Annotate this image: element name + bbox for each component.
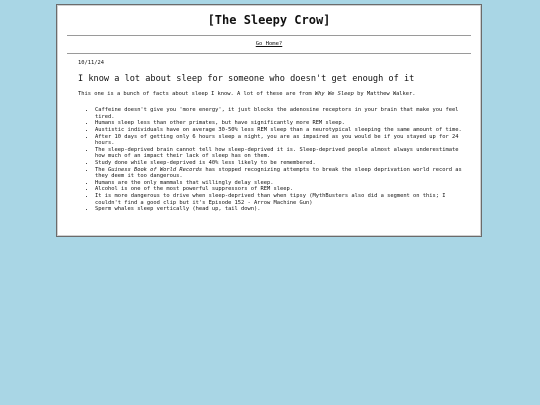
post-date: 10/11/24 <box>78 60 104 66</box>
list-item: • The sleep-deprived brain cannot tell how sleep-deprived it is. Sleep-deprived people almost always underestimate how much of an impact their lack of sleep has on them. <box>95 147 467 160</box>
book-title: Why We Sleep <box>314 90 354 97</box>
list-item <box>95 167 467 180</box>
post-title: I know a lot about sleep for someone who doesn't get enough of it <box>78 73 415 84</box>
go-home-link[interactable]: Go Home? <box>255 41 283 47</box>
facts-list <box>78 107 467 213</box>
bottom-divider <box>67 53 471 54</box>
intro-text: This one is a bunch of facts about sleep I know. A lot of these are from <box>78 90 315 97</box>
post-intro <box>78 91 467 98</box>
list-item: • Alcohol is one of the most powerful suppressors of REM sleep. <box>95 186 467 193</box>
list-item: • Humans sleep less than other primates, but have significantly more REM sleep. <box>95 120 467 127</box>
list-item: • Humans are the only mammals that willingly delay sleep. <box>95 180 467 187</box>
book-title: Guiness Book of World Records <box>107 166 203 173</box>
fact-text: The <box>95 166 108 173</box>
list-item: • It is more dangerous to drive when sleep-deprived than when tipsy (MythBusters also did a segment on this; I couldn't find a good clip but it's Episode 152 - Arrow Machine Gun) <box>95 193 467 206</box>
intro-author: by Matthew Walker. <box>353 90 416 97</box>
top-divider <box>67 35 471 36</box>
list-item: • Study done while sleep-deprived is 40% less likely to be remembered. <box>95 160 467 167</box>
post-content <box>78 60 467 213</box>
fact-text: has stopped recognizing attempts to break the sleep deprivation world record as they deem it too dangerous. <box>95 166 462 180</box>
list-item: • After 10 days of getting only 6 hours sleep a night, you are as impaired as you would be if you stayed up for 24 hours. <box>95 134 467 147</box>
list-item: • Austistic individuals have on average 30-50% less REM sleep than a neurotypical sleeping the same amount of time. <box>95 127 467 134</box>
page-container <box>56 4 482 237</box>
nav-bar <box>57 41 481 48</box>
list-item: • Caffeine doesn't give you 'more energy', it just blocks the adenosine receptors in your brain that make you feel tired. <box>95 107 467 120</box>
site-title: [The Sleepy Crow] <box>207 13 331 27</box>
list-item: • Sperm whales sleep vertically (head up, tail down). <box>95 206 467 213</box>
